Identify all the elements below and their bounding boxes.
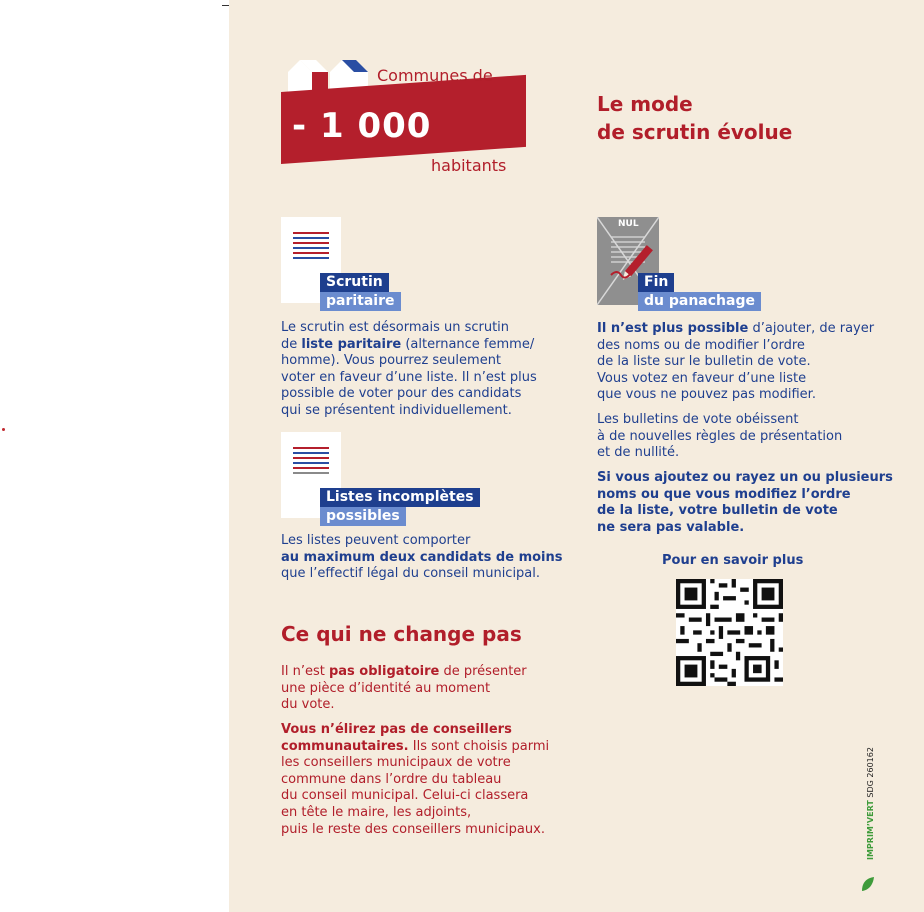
- imprimvert-leaf-icon: [861, 876, 875, 892]
- paritaire-text: Le scrutin est désormais un scrutin de liste paritaire (alternance femme/ homme). Vous pourrez seulement voter en faveur d’une liste. Il n’est plus possible de voter pour des candidats qui se présentent individuellement.: [281, 320, 537, 418]
- habitants-label: habitants: [431, 156, 507, 175]
- unchanged-text-1: Il n’est pas obligatoire de présenter une pièce d’identité au moment du vote.: [281, 664, 527, 713]
- tag-du-panachage: du panachage: [638, 292, 761, 311]
- imprint-label: IMPRIM’VERT SDG 260162: [866, 747, 875, 860]
- panachage-text-1: Il n’est plus possible d’ajouter, de rayer des noms ou de modifier l’ordre de la liste sur le bulletin de vote. Vous votez en faveur d’une liste que vous ne pouvez pas modifier.: [597, 321, 875, 403]
- qr-code[interactable]: [676, 579, 783, 686]
- tag-paritaire: paritaire: [320, 292, 401, 311]
- communes-label: Communes de: [377, 66, 493, 85]
- unchanged-text-2: Vous n’élirez pas de conseillers communautaires. Ils sont choisis parmi les conseillers municipaux de votre commune dans l’ordre du tableau du conseil municipal. Celui-ci classera en tête le maire, les adjoints, puis le reste des conseillers municipaux.: [281, 722, 550, 837]
- tag-listes-incompletes: Listes incomplètes: [320, 488, 480, 507]
- margin-dot: [2, 428, 5, 431]
- tag-scrutin: Scrutin: [320, 273, 389, 292]
- panachage-text-2: Les bulletins de vote obéissent à de nouvelles règles de présentation et de nullité.: [597, 412, 843, 461]
- population-number: - 1 000: [292, 106, 432, 146]
- nul-label: NUL: [618, 219, 639, 229]
- listes-text: Les listes peuvent comporter au maximum deux candidats de moins que l’effectif légal du conseil municipal.: [281, 533, 563, 582]
- page-title: Le mode de scrutin évolue: [597, 92, 793, 144]
- tag-possibles: possibles: [320, 507, 406, 526]
- panachage-text-3: Si vous ajoutez ou rayez un ou plusieurs noms ou que vous modifiez l’ordre de la liste, votre bulletin de vote ne sera pas valable.: [597, 470, 893, 535]
- tag-fin: Fin: [638, 273, 674, 292]
- section-title-unchanged: Ce qui ne change pas: [281, 622, 522, 646]
- more-info-label: Pour en savoir plus: [662, 553, 804, 568]
